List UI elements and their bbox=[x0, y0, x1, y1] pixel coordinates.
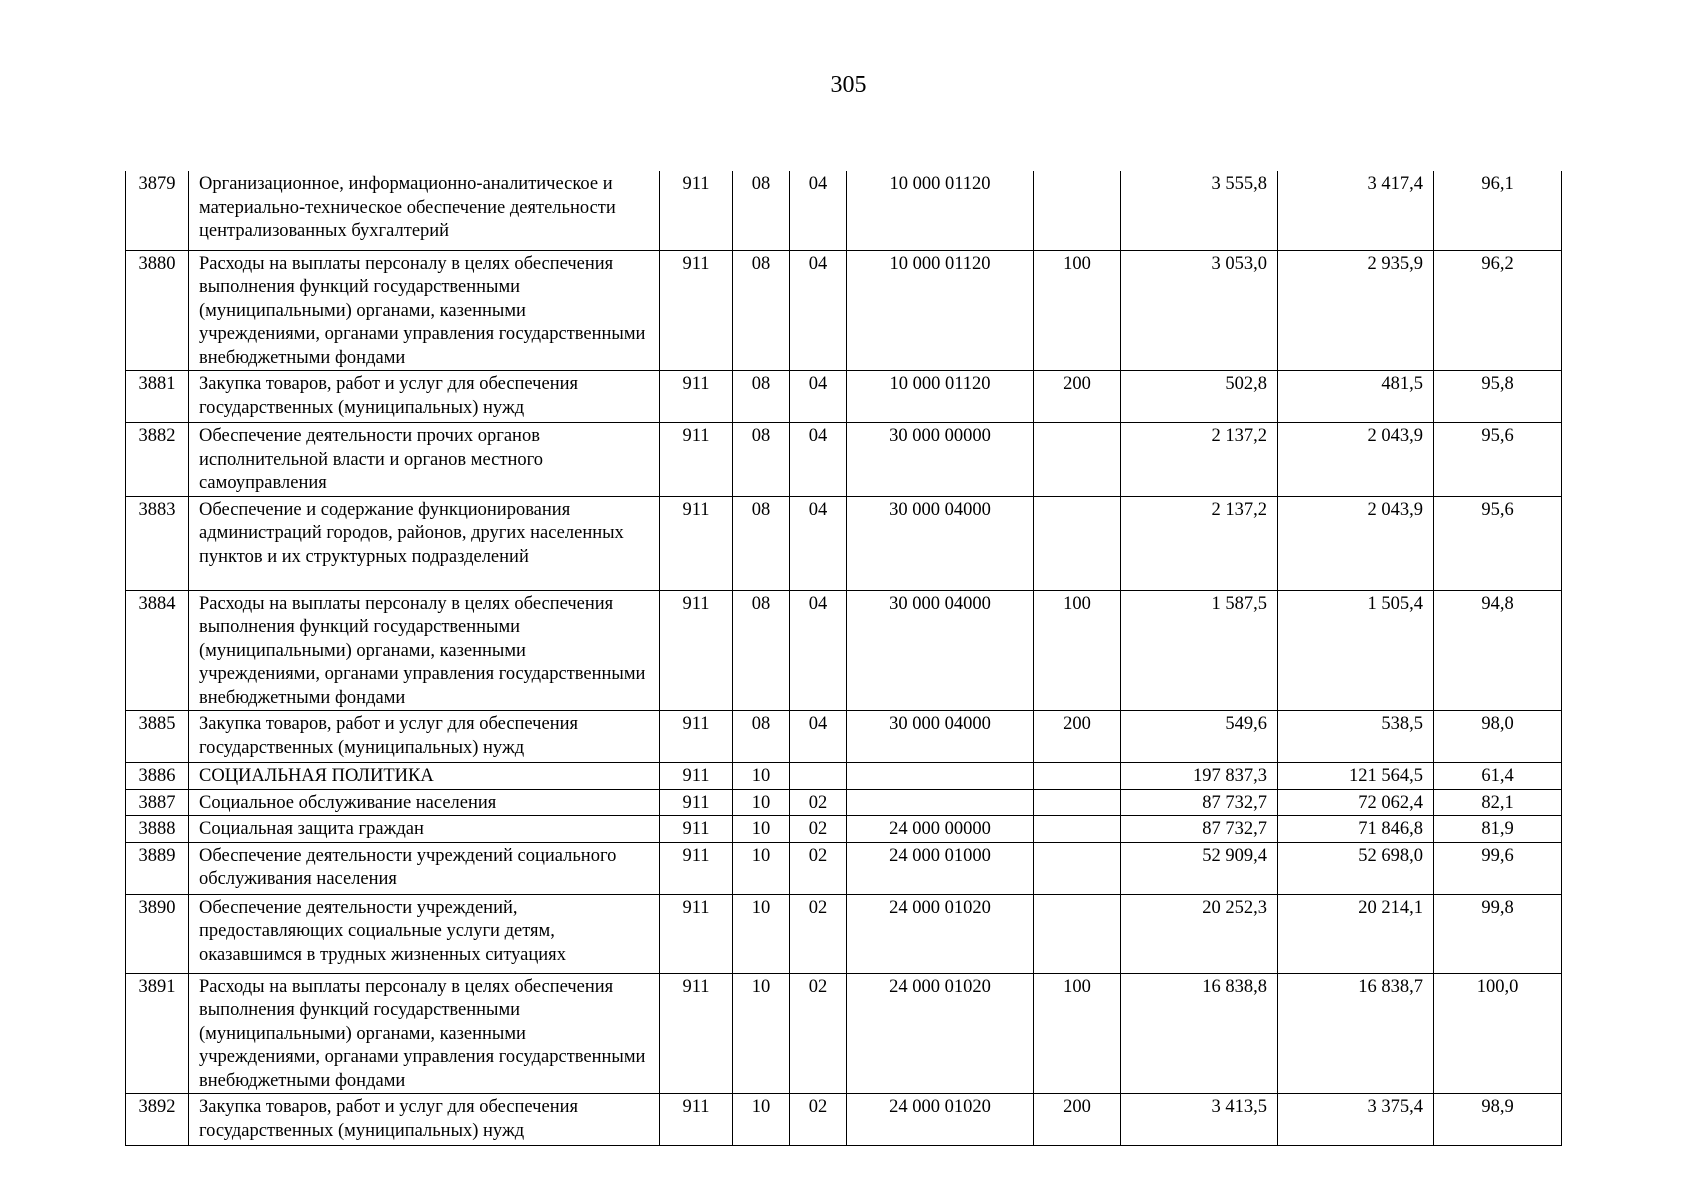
target-article-cell: 30 000 04000 bbox=[847, 590, 1034, 711]
row-number-cell: 3884 bbox=[126, 590, 189, 711]
row-number-cell: 3888 bbox=[126, 816, 189, 843]
execution-percent-cell: 95,6 bbox=[1434, 496, 1562, 590]
item-name-cell: Расходы на выплаты персоналу в целях обеспечения выполнения функций государственными (муниципальными) органами, казенными учреждениями, органами управления государственными внебюджетными фондами bbox=[189, 590, 660, 711]
table-row bbox=[126, 973, 1562, 1094]
table-row bbox=[126, 371, 1562, 423]
target-article-cell: 30 000 04000 bbox=[847, 711, 1034, 763]
expense-type-cell bbox=[1034, 842, 1121, 894]
target-article-cell: 24 000 01020 bbox=[847, 973, 1034, 1094]
item-name-cell: Обеспечение деятельности учреждений, предоставляющих социальные услуги детям, оказавшимся в трудных жизненных ситуациях bbox=[189, 894, 660, 973]
row-number-cell: 3883 bbox=[126, 496, 189, 590]
planned-amount-cell: 197 837,3 bbox=[1121, 763, 1278, 790]
subsection-code-cell: 04 bbox=[790, 423, 847, 497]
planned-amount-cell: 87 732,7 bbox=[1121, 816, 1278, 843]
section-code-cell: 10 bbox=[733, 816, 790, 843]
subsection-code-cell: 02 bbox=[790, 842, 847, 894]
execution-percent-cell: 99,8 bbox=[1434, 894, 1562, 973]
section-code-cell: 08 bbox=[733, 590, 790, 711]
row-number-cell: 3880 bbox=[126, 250, 189, 371]
actual-amount-cell: 538,5 bbox=[1278, 711, 1434, 763]
department-code-cell: 911 bbox=[660, 973, 733, 1094]
budget-table bbox=[125, 171, 1562, 1146]
actual-amount-cell: 481,5 bbox=[1278, 371, 1434, 423]
target-article-cell: 24 000 01020 bbox=[847, 1094, 1034, 1146]
actual-amount-cell: 3 375,4 bbox=[1278, 1094, 1434, 1146]
subsection-code-cell: 04 bbox=[790, 496, 847, 590]
section-code-cell: 10 bbox=[733, 894, 790, 973]
item-name-cell: Обеспечение деятельности учреждений социального обслуживания населения bbox=[189, 842, 660, 894]
section-code-cell: 08 bbox=[733, 250, 790, 371]
subsection-code-cell: 02 bbox=[790, 1094, 847, 1146]
target-article-cell: 10 000 01120 bbox=[847, 250, 1034, 371]
row-number-cell: 3890 bbox=[126, 894, 189, 973]
table-row bbox=[126, 1094, 1562, 1146]
expense-type-cell bbox=[1034, 423, 1121, 497]
actual-amount-cell: 16 838,7 bbox=[1278, 973, 1434, 1094]
subsection-code-cell: 04 bbox=[790, 711, 847, 763]
department-code-cell: 911 bbox=[660, 371, 733, 423]
table-row bbox=[126, 789, 1562, 816]
section-code-cell: 08 bbox=[733, 496, 790, 590]
table-row bbox=[126, 816, 1562, 843]
actual-amount-cell: 2 043,9 bbox=[1278, 496, 1434, 590]
execution-percent-cell: 100,0 bbox=[1434, 973, 1562, 1094]
section-code-cell: 10 bbox=[733, 842, 790, 894]
item-name-cell: Организационное, информационно-аналитическое и материально-техническое обеспечение деятельности централизованных бухгалтерий bbox=[189, 171, 660, 250]
execution-percent-cell: 98,9 bbox=[1434, 1094, 1562, 1146]
section-code-cell: 08 bbox=[733, 711, 790, 763]
item-name-cell: Закупка товаров, работ и услуг для обеспечения государственных (муниципальных) нужд bbox=[189, 1094, 660, 1146]
table-row bbox=[126, 423, 1562, 497]
section-code-cell: 08 bbox=[733, 423, 790, 497]
planned-amount-cell: 3 053,0 bbox=[1121, 250, 1278, 371]
expense-type-cell bbox=[1034, 496, 1121, 590]
table-row bbox=[126, 842, 1562, 894]
item-name-cell: Закупка товаров, работ и услуг для обеспечения государственных (муниципальных) нужд bbox=[189, 711, 660, 763]
planned-amount-cell: 1 587,5 bbox=[1121, 590, 1278, 711]
item-name-cell: Социальная защита граждан bbox=[189, 816, 660, 843]
planned-amount-cell: 16 838,8 bbox=[1121, 973, 1278, 1094]
subsection-code-cell: 04 bbox=[790, 171, 847, 250]
department-code-cell: 911 bbox=[660, 711, 733, 763]
expense-type-cell: 100 bbox=[1034, 250, 1121, 371]
row-number-cell: 3889 bbox=[126, 842, 189, 894]
table-row bbox=[126, 171, 1562, 250]
subsection-code-cell: 04 bbox=[790, 590, 847, 711]
table-row bbox=[126, 496, 1562, 590]
planned-amount-cell: 3 555,8 bbox=[1121, 171, 1278, 250]
section-code-cell: 10 bbox=[733, 973, 790, 1094]
department-code-cell: 911 bbox=[660, 590, 733, 711]
row-number-cell: 3892 bbox=[126, 1094, 189, 1146]
execution-percent-cell: 81,9 bbox=[1434, 816, 1562, 843]
row-number-cell: 3879 bbox=[126, 171, 189, 250]
execution-percent-cell: 61,4 bbox=[1434, 763, 1562, 790]
expense-type-cell bbox=[1034, 894, 1121, 973]
subsection-code-cell: 02 bbox=[790, 789, 847, 816]
section-code-cell: 08 bbox=[733, 171, 790, 250]
planned-amount-cell: 20 252,3 bbox=[1121, 894, 1278, 973]
planned-amount-cell: 549,6 bbox=[1121, 711, 1278, 763]
expense-type-cell: 200 bbox=[1034, 371, 1121, 423]
department-code-cell: 911 bbox=[660, 250, 733, 371]
row-number-cell: 3881 bbox=[126, 371, 189, 423]
execution-percent-cell: 96,2 bbox=[1434, 250, 1562, 371]
expense-type-cell: 200 bbox=[1034, 1094, 1121, 1146]
target-article-cell: 24 000 01000 bbox=[847, 842, 1034, 894]
target-article-cell: 10 000 01120 bbox=[847, 171, 1034, 250]
subsection-code-cell bbox=[790, 763, 847, 790]
execution-percent-cell: 95,8 bbox=[1434, 371, 1562, 423]
execution-percent-cell: 95,6 bbox=[1434, 423, 1562, 497]
expense-type-cell: 100 bbox=[1034, 590, 1121, 711]
table-row bbox=[126, 711, 1562, 763]
row-number-cell: 3887 bbox=[126, 789, 189, 816]
expense-type-cell bbox=[1034, 789, 1121, 816]
expense-type-cell bbox=[1034, 171, 1121, 250]
department-code-cell: 911 bbox=[660, 496, 733, 590]
department-code-cell: 911 bbox=[660, 423, 733, 497]
table-row bbox=[126, 763, 1562, 790]
subsection-code-cell: 02 bbox=[790, 816, 847, 843]
target-article-cell: 30 000 00000 bbox=[847, 423, 1034, 497]
actual-amount-cell: 2 043,9 bbox=[1278, 423, 1434, 497]
actual-amount-cell: 20 214,1 bbox=[1278, 894, 1434, 973]
table-body bbox=[126, 171, 1562, 1146]
actual-amount-cell: 3 417,4 bbox=[1278, 171, 1434, 250]
row-number-cell: 3885 bbox=[126, 711, 189, 763]
subsection-code-cell: 04 bbox=[790, 371, 847, 423]
planned-amount-cell: 2 137,2 bbox=[1121, 496, 1278, 590]
department-code-cell: 911 bbox=[660, 816, 733, 843]
expense-type-cell: 200 bbox=[1034, 711, 1121, 763]
item-name-cell: СОЦИАЛЬНАЯ ПОЛИТИКА bbox=[189, 763, 660, 790]
expense-type-cell bbox=[1034, 763, 1121, 790]
planned-amount-cell: 3 413,5 bbox=[1121, 1094, 1278, 1146]
execution-percent-cell: 99,6 bbox=[1434, 842, 1562, 894]
table-row bbox=[126, 894, 1562, 973]
target-article-cell bbox=[847, 763, 1034, 790]
department-code-cell: 911 bbox=[660, 842, 733, 894]
subsection-code-cell: 02 bbox=[790, 894, 847, 973]
target-article-cell: 30 000 04000 bbox=[847, 496, 1034, 590]
item-name-cell: Расходы на выплаты персоналу в целях обеспечения выполнения функций государственными (муниципальными) органами, казенными учреждениями, органами управления государственными внебюджетными фондами bbox=[189, 250, 660, 371]
expense-type-cell: 100 bbox=[1034, 973, 1121, 1094]
item-name-cell: Социальное обслуживание населения bbox=[189, 789, 660, 816]
row-number-cell: 3886 bbox=[126, 763, 189, 790]
execution-percent-cell: 94,8 bbox=[1434, 590, 1562, 711]
item-name-cell: Расходы на выплаты персоналу в целях обеспечения выполнения функций государственными (муниципальными) органами, казенными учреждениями, органами управления государственными внебюджетными фондами bbox=[189, 973, 660, 1094]
actual-amount-cell: 71 846,8 bbox=[1278, 816, 1434, 843]
item-name-cell: Закупка товаров, работ и услуг для обеспечения государственных (муниципальных) нужд bbox=[189, 371, 660, 423]
table-row bbox=[126, 250, 1562, 371]
target-article-cell: 24 000 01020 bbox=[847, 894, 1034, 973]
section-code-cell: 10 bbox=[733, 1094, 790, 1146]
target-article-cell bbox=[847, 789, 1034, 816]
row-number-cell: 3891 bbox=[126, 973, 189, 1094]
execution-percent-cell: 98,0 bbox=[1434, 711, 1562, 763]
section-code-cell: 10 bbox=[733, 763, 790, 790]
row-number-cell: 3882 bbox=[126, 423, 189, 497]
planned-amount-cell: 87 732,7 bbox=[1121, 789, 1278, 816]
target-article-cell: 10 000 01120 bbox=[847, 371, 1034, 423]
actual-amount-cell: 72 062,4 bbox=[1278, 789, 1434, 816]
section-code-cell: 08 bbox=[733, 371, 790, 423]
department-code-cell: 911 bbox=[660, 1094, 733, 1146]
actual-amount-cell: 52 698,0 bbox=[1278, 842, 1434, 894]
section-code-cell: 10 bbox=[733, 789, 790, 816]
department-code-cell: 911 bbox=[660, 789, 733, 816]
expense-type-cell bbox=[1034, 816, 1121, 843]
planned-amount-cell: 52 909,4 bbox=[1121, 842, 1278, 894]
planned-amount-cell: 502,8 bbox=[1121, 371, 1278, 423]
execution-percent-cell: 82,1 bbox=[1434, 789, 1562, 816]
item-name-cell: Обеспечение деятельности прочих органов исполнительной власти и органов местного самоуправления bbox=[189, 423, 660, 497]
actual-amount-cell: 1 505,4 bbox=[1278, 590, 1434, 711]
department-code-cell: 911 bbox=[660, 171, 733, 250]
actual-amount-cell: 2 935,9 bbox=[1278, 250, 1434, 371]
execution-percent-cell: 96,1 bbox=[1434, 171, 1562, 250]
subsection-code-cell: 04 bbox=[790, 250, 847, 371]
item-name-cell: Обеспечение и содержание функционирования администраций городов, районов, других населенных пунктов и их структурных подразделений bbox=[189, 496, 660, 590]
table-row bbox=[126, 590, 1562, 711]
department-code-cell: 911 bbox=[660, 763, 733, 790]
department-code-cell: 911 bbox=[660, 894, 733, 973]
subsection-code-cell: 02 bbox=[790, 973, 847, 1094]
actual-amount-cell: 121 564,5 bbox=[1278, 763, 1434, 790]
target-article-cell: 24 000 00000 bbox=[847, 816, 1034, 843]
page-number: 305 bbox=[830, 72, 867, 98]
planned-amount-cell: 2 137,2 bbox=[1121, 423, 1278, 497]
